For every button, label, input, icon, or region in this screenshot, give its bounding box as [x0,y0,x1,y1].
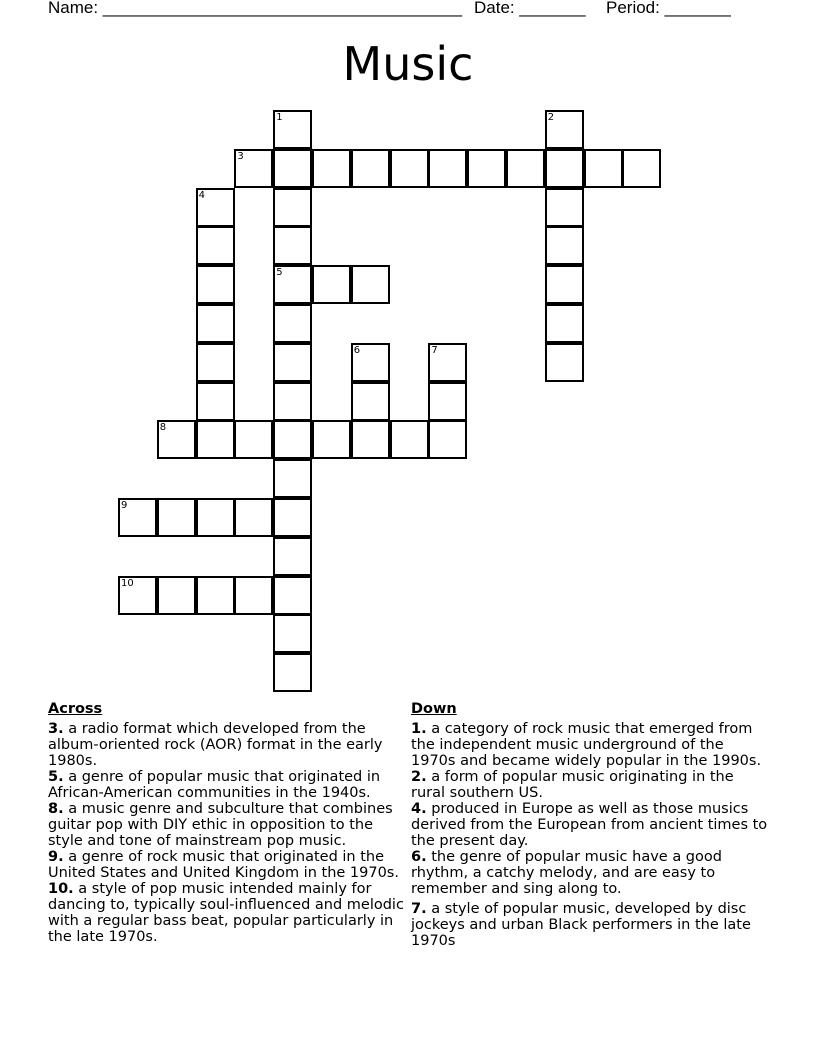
grid-cell[interactable] [545,343,584,382]
clue-text: a radio format which developed from the album-oriented rock (AOR) format in the early 1980s. [48,721,383,769]
grid-cell[interactable] [545,304,584,343]
grid-cell[interactable] [390,420,429,459]
grid-cell[interactable] [312,149,351,188]
grid-cell[interactable] [196,304,235,343]
grid-cell[interactable] [273,498,312,537]
grid-cell[interactable] [467,149,506,188]
grid-cell[interactable] [312,265,351,304]
grid-cell[interactable] [428,382,467,421]
clue-text: a style of popular music, developed by disc jockeys and urban Black performers in the late 1970s [411,901,751,949]
grid-cell[interactable] [234,576,273,615]
down-clue [411,801,771,849]
clue-label: 3. [48,721,64,737]
clue-label: 8. [48,801,64,817]
grid-cell[interactable] [351,420,390,459]
grid-cell[interactable] [196,188,235,227]
clue-label: 5. [48,769,64,785]
grid-cell[interactable] [312,420,351,459]
grid-cell[interactable] [428,420,467,459]
grid-cell[interactable] [273,459,312,498]
clue-number: 1 [276,112,283,123]
grid-cell[interactable] [622,149,661,188]
grid-cell[interactable] [273,382,312,421]
down-clue-list [411,721,771,949]
grid-cell[interactable] [196,382,235,421]
period-field[interactable]: Period: _______ [606,0,731,17]
grid-cell[interactable] [273,226,312,265]
down-heading: Down [411,701,457,717]
clue-text: a style of pop music intended mainly for dancing to, typically soul-influenced and melodic with a regular bass beat, popular particularly in the late 1970s. [48,881,404,945]
clue-text: a genre of rock music that originated in the United States and United Kingdom in the 1970s. [48,849,399,881]
grid-cell[interactable] [118,576,157,615]
down-clue [411,769,771,801]
grid-cell[interactable] [273,537,312,576]
clue-number: 6 [353,344,361,356]
down-clues [411,700,771,949]
across-clues [48,700,408,945]
grid-cell[interactable] [428,343,467,382]
grid-cell[interactable] [351,343,390,382]
grid-cell[interactable] [234,498,273,537]
clue-text: a music genre and subculture that combines guitar pop with DIY ethic in opposition to the style and tone of mainstream pop music. [48,801,393,849]
grid-cell[interactable] [545,188,584,227]
grid-cell[interactable] [545,149,584,188]
clue-text: produced in Europe as well as those musics derived from the European from ancient times to the present day. [411,801,768,849]
across-heading: Across [48,701,103,717]
grid-cell[interactable] [506,149,545,188]
clue-text: the genre of popular music have a good rhythm, a catchy melody, and are easy to remember and sing along to. [411,849,722,897]
clue-label: 10. [48,881,74,897]
clue-text: a genre of popular music that originated in African-American communities in the 1940s. [48,769,381,801]
clue-label: 2. [411,769,427,785]
grid-cell[interactable] [196,343,235,382]
grid-cell[interactable] [584,149,623,188]
grid-cell[interactable] [273,304,312,343]
across-clue [48,721,408,769]
name-field[interactable]: Name: ______________________________________ [48,0,463,17]
grid-cell[interactable] [157,498,196,537]
grid-cell[interactable] [273,110,312,149]
grid-cell[interactable] [196,265,235,304]
grid-cell[interactable] [273,576,312,615]
grid-cell[interactable] [273,343,312,382]
grid-cell[interactable] [196,498,235,537]
grid-cell[interactable] [118,498,157,537]
grid-cell[interactable] [545,265,584,304]
grid-cell[interactable] [351,265,390,304]
grid-cell[interactable] [273,265,312,304]
grid-cell[interactable] [196,226,235,265]
grid-cell[interactable] [273,614,312,653]
across-clue [48,849,408,881]
clue-number: 9 [121,500,128,511]
grid-cell[interactable] [351,382,390,421]
clue-label: 6. [411,849,427,865]
clue-label: 4. [411,801,427,817]
clue-number: 8 [159,422,167,434]
grid-cell[interactable] [273,420,312,459]
clue-number: 10 [121,577,134,589]
grid-cell[interactable] [428,149,467,188]
clue-number: 7 [431,344,438,356]
grid-cell[interactable] [234,420,273,459]
clue-label: 1. [411,721,427,737]
clue-number: 5 [276,267,283,279]
grid-cell[interactable] [234,149,273,188]
grid-cell[interactable] [545,110,584,149]
across-clue [48,881,408,945]
clue-text: a form of popular music originating in the rural southern US. [411,769,734,801]
grid-cell[interactable] [545,226,584,265]
across-clue-list [48,721,408,945]
down-clue [411,901,771,949]
across-clue [48,801,408,849]
clue-number: 4 [198,189,205,201]
clue-text: a category of rock music that emerged from the independent music underground of the 1970s and became widely popular in the 1990s. [411,721,762,769]
down-clue [411,849,771,897]
grid-cell[interactable] [157,576,196,615]
grid-cell[interactable] [196,576,235,615]
grid-cell[interactable] [196,420,235,459]
clue-number: 2 [547,112,555,123]
date-field[interactable]: Date: _______ [474,0,586,17]
grid-cell[interactable] [390,149,429,188]
across-clue [48,769,408,801]
page-title: Music [342,37,474,91]
grid-cell[interactable] [157,420,196,459]
clue-label: 7. [411,901,427,917]
grid-cell[interactable] [273,188,312,227]
down-clue [411,721,771,769]
grid-cell[interactable] [273,149,312,188]
clue-number: 3 [237,150,244,162]
grid-cell[interactable] [273,653,312,692]
grid-cell[interactable] [351,149,390,188]
clue-label: 9. [48,849,64,865]
